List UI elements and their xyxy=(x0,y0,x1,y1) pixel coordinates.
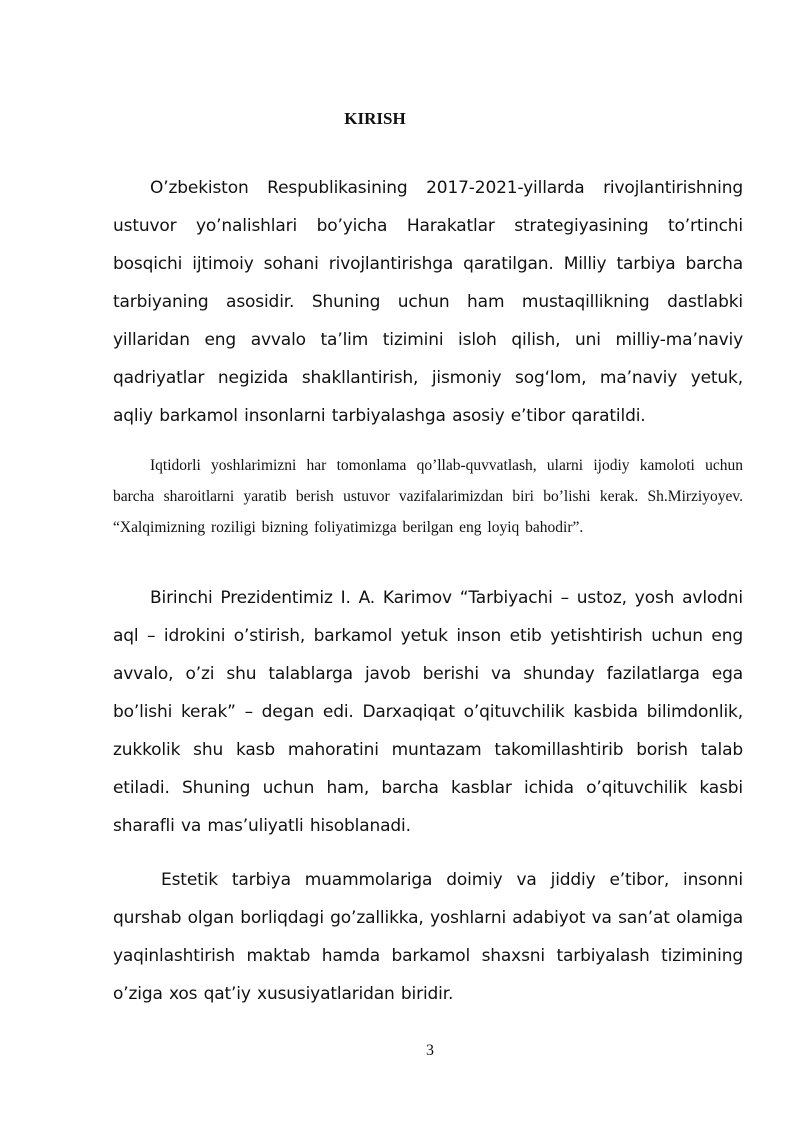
paragraph-aesthetic: Estetik tarbiya muammolariga doimiy va jiddiy e’tibor, insonni qurshab olgan borliqdagi go’zallikka, yoshlarni adabiyot va san’at olamiga yaqinlashtirish maktab hamda barkamol shaxsni tarbiyalash tizimining o’ziga xos qat’iy xususiyatlaridan biridir. xyxy=(113,870,743,1004)
page-title: KIRISH xyxy=(344,109,406,128)
page-number: 3 xyxy=(426,1042,434,1059)
paragraph-intro: O’zbekiston Respublikasining 2017-2021-yillarda rivojlantirishning ustuvor yo’nalishlari bo’yicha Harakatlar strategiyasining to’rtinchi bosqichi ijtimoiy sohani rivojlantirishga qaratilgan. Milliy tarbiya barcha tarbiyaning asosidir. Shuning uchun ham mustaqillikning dastlabki yillaridan eng avvalo ta’lim tizimini isloh qilish, uni milliy-ma’naviy qadriyatlar negizida shakllantirish, jismoniy sog‘lom, ma’naviy yetuk, aqliy barkamol insonlarni tarbiyalashga asosiy e’tibor qaratildi. xyxy=(113,178,743,426)
paragraph-quote: Iqtidorli yoshlarimizni har tomonlama qo’llab-quvvatlash, ularni ijodiy kamoloti uchun barcha sharoitlarni yaratib berish ustuvor vazifalarimizdan biri bo’lishi kerak. Sh.Mirziyoyev. “Xalqimizning roziligi bizning foliyatimizga berilgan eng loyiq bahodir”. xyxy=(113,457,743,536)
paragraph-karimov: Birinchi Prezidentimiz I. A. Karimov “Tarbiyachi – ustoz, yosh avlodni aql – idrokini o’stirish, barkamol yetuk inson etib yetishtirish uchun eng avvalo, o’zi shu talablarga javob berishi va shunday fazilatlarga ega bo’lishi kerak” – degan edi. Darxaqiqat o’qituvchilik kasbida bilimdonlik, zukkolik shu kasb mahoratini muntazam takomillashtirib borish talab etiladi. Shuning uchun ham, barcha kasblar ichida o’qituvchilik kasbi sharafli va mas’uliyatli hisoblanadi. xyxy=(113,588,743,836)
